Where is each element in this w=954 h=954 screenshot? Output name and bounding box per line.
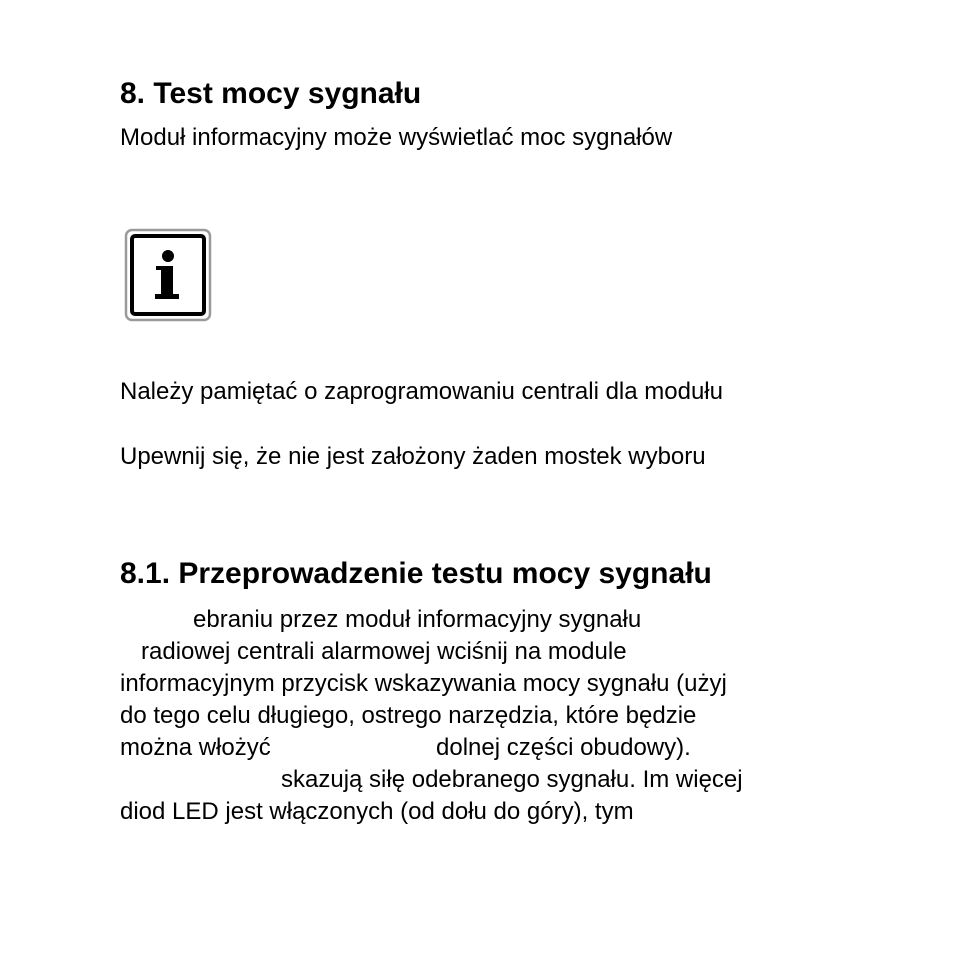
body-line: diod LED jest włączonych (od dołu do góry), tym	[120, 798, 634, 825]
body-line: radiowej centrali alarmowej wciśnij na module	[141, 638, 627, 665]
note-program-panel: Należy pamiętać o zaprogramowaniu centrali dla modułu	[120, 378, 723, 405]
body-line: ebraniu przez moduł informacyjny sygnału	[193, 606, 642, 633]
body-fragment-left: można włożyć	[120, 734, 271, 761]
info-icon	[124, 228, 212, 322]
section-8-intro: Moduł informacyjny może wyświetlać moc sygnałów	[120, 124, 673, 151]
body-fragment-right: dolnej części obudowy).	[436, 734, 691, 761]
body-line	[120, 732, 880, 764]
body-line: do tego celu długiego, ostrego narzędzia, które będzie	[120, 702, 697, 729]
section-8-1-body	[120, 604, 880, 828]
section-8-heading: 8. Test mocy sygnału	[120, 77, 422, 110]
body-line: skazują siłę odebranego sygnału. Im więcej	[281, 766, 743, 793]
section-8-1-heading: 8.1. Przeprowadzenie testu mocy sygnału	[120, 557, 712, 590]
body-line: informacyjnym przycisk wskazywania mocy sygnału (użyj	[120, 670, 727, 697]
note-no-jumper: Upewnij się, że nie jest założony żaden mostek wyboru	[120, 443, 706, 470]
